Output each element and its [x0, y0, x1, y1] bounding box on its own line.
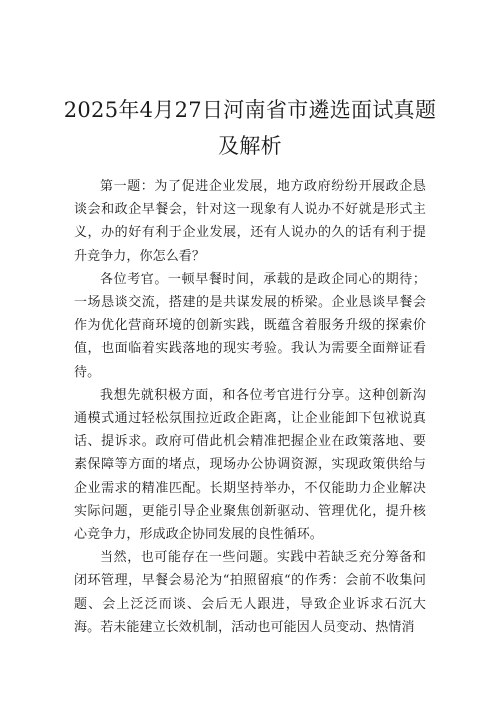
- document-body: [74, 175, 426, 639]
- document-title: 2025年4月27日河南省市遴选面试真题及解析: [63, 98, 437, 158]
- paragraph-positive: 我想先就积极方面，和各位考官进行分享。这种创新沟通模式通过轻松氛围拉近政企距离，让企业能卸下包袱说真话、提诉求。政府可借此机会精准把握企业在政策落地、要素保障等方面的堵点，现场办公协调资源，实现政策供给与企业需求的精准匹配。长期坚持举办，不仅能助力企业解决实际问题，更能引导企业聚焦创新驱动、管理优化，提升核心竞争力，形成政企协同发展的良性循环。: [74, 387, 426, 543]
- paragraph-intro: 各位考官。一顿早餐时间，承载的是政企同心的期待；一场恳谈交流，搭建的是共谋发展的桥梁。企业恳谈早餐会作为优化营商环境的创新实践，既蕴含着服务升级的探索价值，也面临着实践落地的现实考验。我认为需要全面辩证看待。: [74, 271, 426, 380]
- paragraph-problems: 当然，也可能存在一些问题。实践中若缺乏充分筹备和闭环管理，早餐会易沦为“拍照留痕“的作秀：会前不收集问题、会上泛泛而谈、会后无人跟进，导致企业诉求石沉大海。若未能建立长效机制，活动也可能因人员变动、热情消: [74, 550, 426, 635]
- paragraph-question: 第一题：为了促进企业发展，地方政府纷纷开展政企恳谈会和政企早餐会，针对这一现象有人说办不好就是形式主义，办的好有利于企业发展，还有人说办的久的话有利于提升竞争力，你怎么看？: [74, 179, 426, 264]
